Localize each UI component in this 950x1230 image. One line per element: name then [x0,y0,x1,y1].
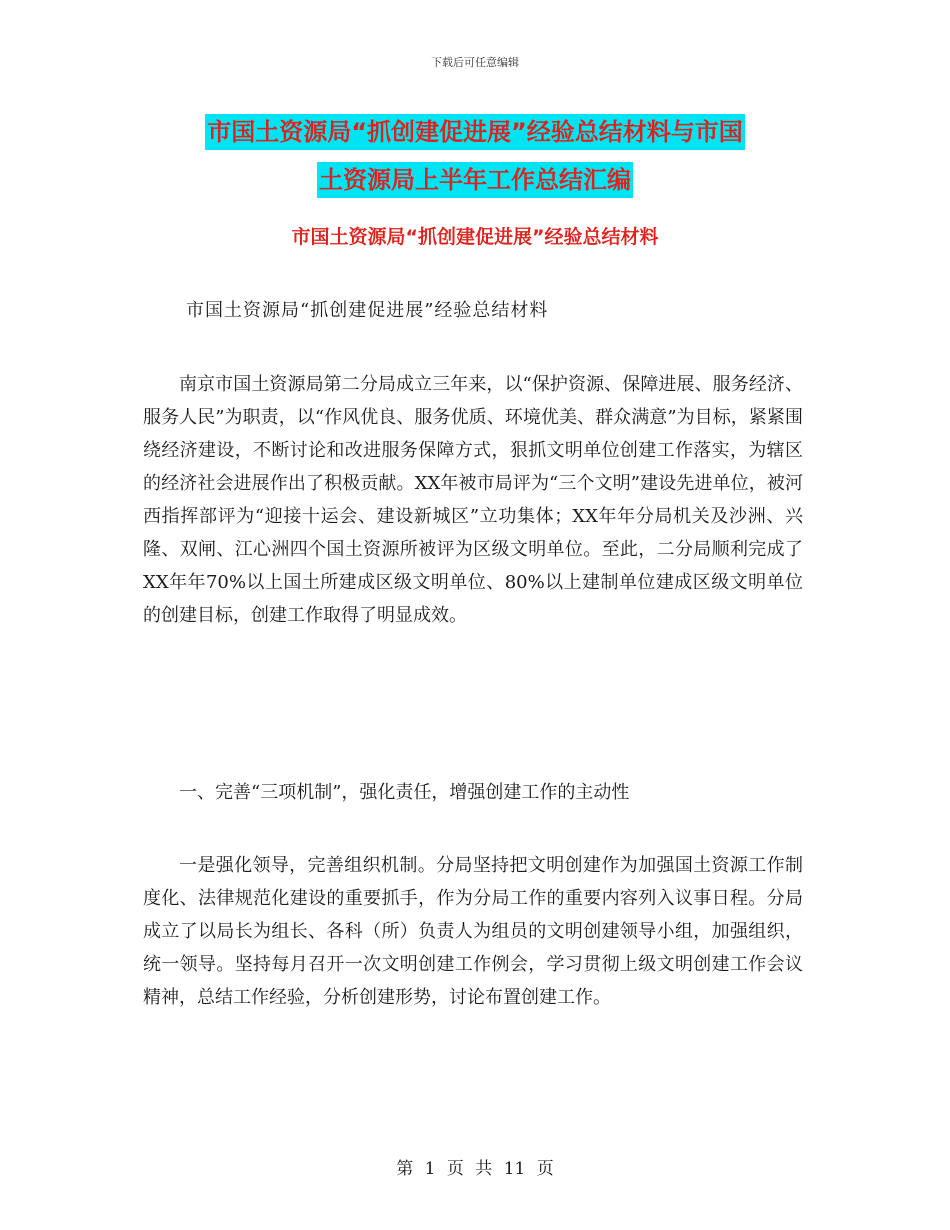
body-paragraph-leadership: 一是强化领导，完善组织机制。分局坚持把文明创建作为加强国土资源工作制度化、法律规范化建设的重要抓手，作为分局工作的重要内容列入议事日程。分局成立了以局长为组长、各科（所）负责人为组员的文明创建领导小组，加强组织，统一领导。坚持每月召开一次文明创建工作例会，学习贯彻上级文明创建工作会议精神，总结工作经验，分析创建形势，讨论布置创建工作。 [143,855,803,1008]
page-header-note: 下载后可任意编辑 [431,56,519,69]
page-footer-number: 第 1 页 共 11 页 [396,1159,554,1179]
body-paragraph-intro: 南京市国土资源局第二分局成立三年来，以“保护资源、保障进展、服务经济、服务人民”为职责，以“作风优良、服务优质、环境优美、群众满意”为目标，紧紧围绕经济建设，不断讨论和改进服务保障方式，狠抓文明单位创建工作落实，为辖区的经济社会进展作出了积极贡献。XX年被市局评为“三个文明”建设先进单位，被河西指挥部评为“迎接十运会、建设新城区”立功集体；XX年年分局机关及沙洲、兴隆、双闸、江心洲四个国土资源所被评为区级文明单位。至此，二分局顺利完成了XX年年70%以上国土所建成区级文明单位、80%以上建制单位建成区级文明单位的创建目标，创建工作取得了明显成效。 [143,374,803,626]
section-heading-one: 一、完善“三项机制”，强化责任，增强创建工作的主动性 [179,782,630,803]
main-title-line-2: 土资源局上半年工作总结汇编 [317,162,633,198]
document-main-title [0,108,950,204]
body-title-line: 市国土资源局“抓创建促进展”经验总结材料 [186,300,549,321]
main-title-line-1: 市国土资源局“抓创建促进展”经验总结材料与市国 [205,114,745,150]
document-sub-title: 市国土资源局“抓创建促进展”经验总结材料 [291,226,659,248]
